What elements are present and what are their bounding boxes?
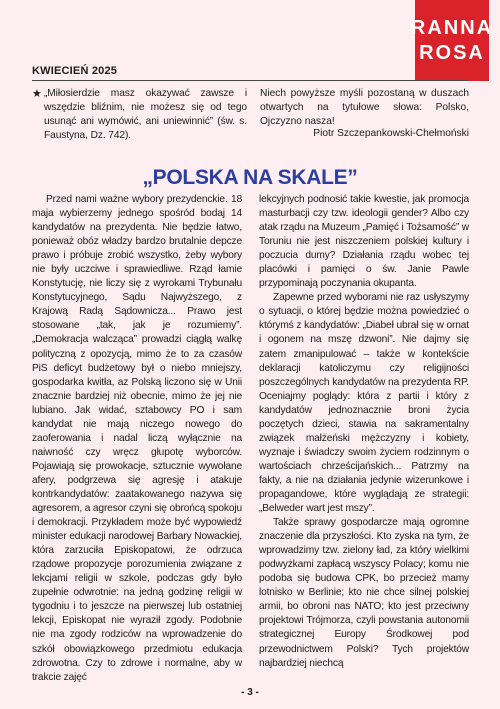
star-icon: ★ bbox=[32, 88, 42, 100]
paragraph: Przed nami ważne wybory prezydenckie. 18 maja wybierzemy jednego spośród bodaj 14 kandydatów na prezydenta. Nie będzie łatwo, ponieważ obóz władzy bardzo brutalnie depcze prawo i próbuje zrobić wszystko, żeby wybory nie były uczciwe i sprawiedliwe. Rząd łamie Konstytucję, nie liczy się z wyrokami Trybunału Konstytucyjnego, Sądu Najwyższego, z Krajową Radą Sądownicza... Prawo jest stosowane „tak, jak je rozumiemy”. „Demokracja walcząca” prowadzi ciągłą walkę polityczną z opozycją, mimo że to za czasów PiS deficyt budżetowy był o niebo mniejszy, gospodarka kwitła, az Polską liczono się w Unii znacznie bardziej niż obecnie, mimo że jej nie lubiano. Jak widać, sztabowcy PO i sam kandydat nie mają niczego nowego do zaoferowania i nadal liczą wyłącznie na naiwność czy wręcz głupotę wyborców. Pojawiają się prowokacje, sztucznie wywołane afery, podgrzewa się agresję i atakuje kontrkandydatów: zaatakowanego nazywa się agresorem, a agresor czyni się obrońcą spokoju i demokracji. Przykładem może być wypowiedź minister edukacji narodowej Barbary Nowackiej, która zarzuciła Episkopatowi, że odrzuca rządowe propozycje porozumienia związane z lekcjami religii w szkole, podczas gdy było zupełnie odwrotnie: na jedną godzinę religii w tygodniu i to jeszcze na pierwszej lub ostatniej lekcji, Episkopat nie wyraził zgody. Podobnie nie ma zgody rodziców na wprowadzenie do szkół obowiązkowego przedmiotu edukacja zdrowotna. Czy to zdrowe i normalne, aby w trakcie zajęć bbox=[32, 194, 242, 683]
author-signature: Piotr Szczepankowski-Chełmoński bbox=[313, 128, 469, 139]
article-column-right bbox=[259, 193, 469, 671]
issue-date: KWIECIEŃ 2025 bbox=[32, 65, 118, 77]
ranna-rosa-logo bbox=[410, 0, 494, 81]
page-number: - 3 - bbox=[241, 687, 259, 698]
closing-remark: Niech powyższe myśli pozostaną w duszach otwartych na tytułowe słowa: Polsko, Ojczyzno nasza! bbox=[260, 88, 469, 128]
logo-line-1: RANNA bbox=[410, 16, 494, 39]
paragraph: Zapewne przed wyborami nie raz usłyszymy o sytuacji, o której będzie można powiedzieć o którymś z kandydatów: „Diabeł ubrał się w ornat i ogonem na mszę dzwoni”. Nie dajmy się zatem zmanipulować – także w kontekście deklaracji katoliczymu czy religijności poszczególnych kandydatów na prezydenta RP. Oceniajmy poglądy: która z partii i który z kandydatów jednoznacznie broni życia poczętych dzieci, stawia na sakramentalny związek małżeński mężczyzny i kobiety, wyznaje i świadczy swoim życiem rodzinnym o wartościach chrześcijańskich... Patrzmy na fakty, a nie na działania jedynie wizerunkowe i propagandowe, które wyglądają ze strategii: „Belweder wart jest mszy”. bbox=[259, 292, 469, 515]
faustyna-quote bbox=[32, 87, 247, 143]
paragraph: Także sprawy gospodarcze mają ogromne znaczenie dla przyszłości. Kto zyska na tym, że wprowadzimy tzw. zielony ład, za który wielkimi podwyżkami zapłacą wszyscy Polacy; komu nie podoba się budowa CPK, bo przecież mamy lotnisko w Berlinie; kto nie chce silnej polskiej armii, bo obroni nas NATO; kto jest przeciwny projektowi Trójmorza, czyli powstania autonomii strategicznej Europy Środkowej pod przewodnictwem Polski? Tych projektów najbardziej niechcą bbox=[259, 517, 469, 669]
quote-text: „Miłosierdzie masz okazywać zawsze i wszędzie bliźnim, nie możesz się od tego usunąć ani wymówić, ani uniewinnić” (św. s. Faustyna, Dz. 742). bbox=[44, 88, 247, 142]
paragraph: lekcyjnych podnosić takie kwestie, jak promocja masturbacji czy tzw. ideologii gender? Albo czy atak rządu na Muzeum „Pamięć i Tożsamość” w Toruniu nie jest niszczeniem polskiej kultury i poczucia dumy? Działania rządu wobec tej placówki i pamięci o św. Janie Pawle przypominają poczynania okupanta. bbox=[259, 194, 469, 290]
article-column-left bbox=[32, 193, 242, 685]
logo-line-2: ROSA bbox=[419, 41, 485, 64]
header-divider bbox=[32, 80, 468, 81]
article-title: „POLSKA NA SKALE” bbox=[142, 166, 358, 189]
